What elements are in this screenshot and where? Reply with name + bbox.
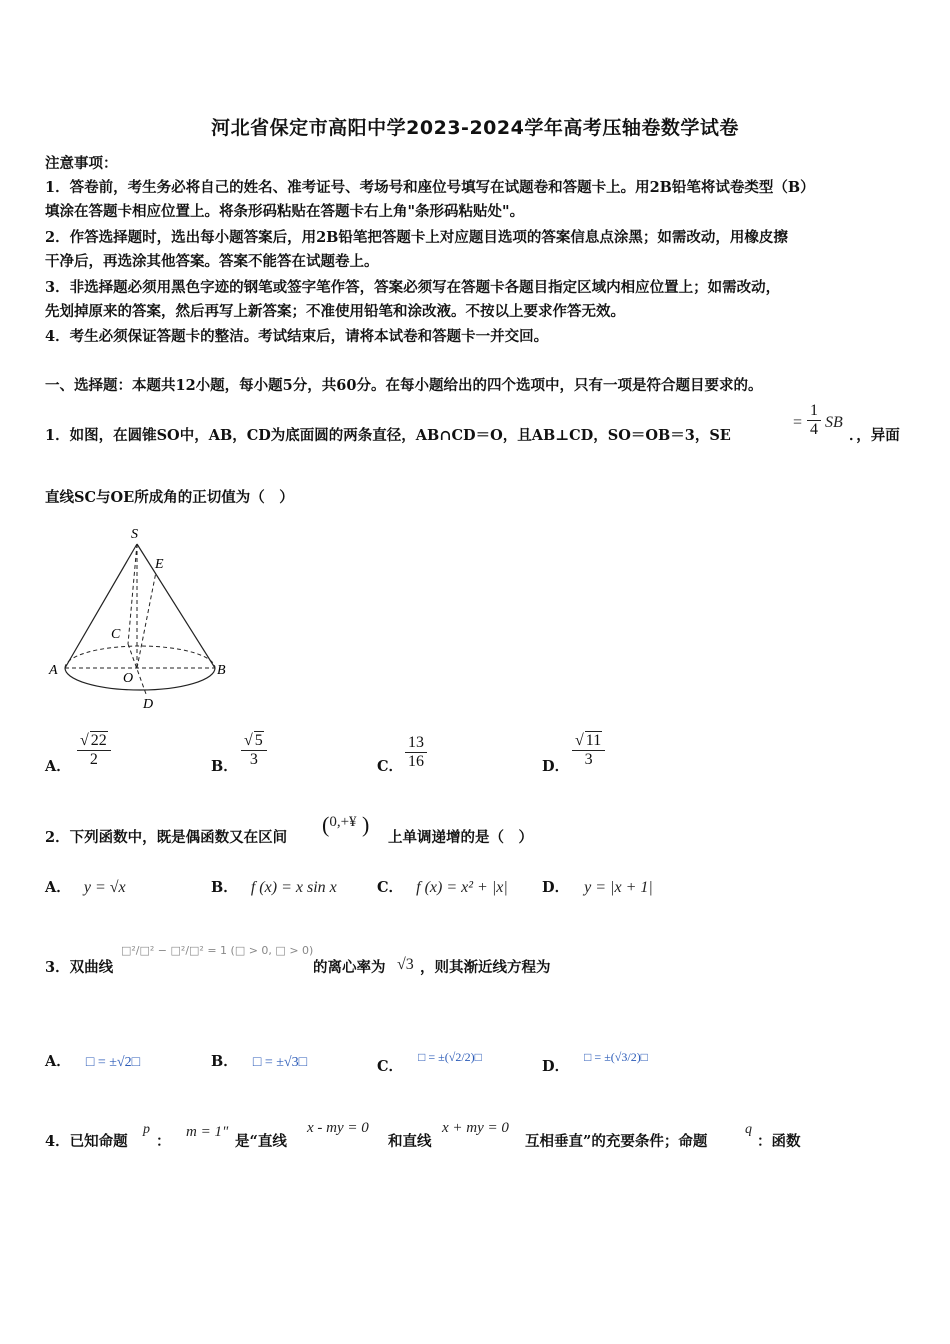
q2-option-b[interactable]: B． f (x) = x sin x <box>211 879 337 896</box>
q2-suffix: 上单调递增的是（ ） <box>388 829 533 846</box>
q2-option-a[interactable]: A． y = √x <box>45 879 126 896</box>
q3-eccentricity: √3 <box>397 956 414 973</box>
cone-edge-sb <box>137 544 215 668</box>
notice-heading: 注意事项： <box>45 155 118 172</box>
label-e: E <box>155 557 164 572</box>
q4-line1: x - my = 0 <box>307 1120 369 1136</box>
q4-line2: x + my = 0 <box>442 1120 509 1136</box>
label-a: A <box>49 663 58 678</box>
base-back-arc <box>65 646 215 668</box>
segment-sc <box>128 544 137 644</box>
q2-text: 2．下列函数中，既是偶函数又在区间 <box>45 829 288 846</box>
q3-option-d[interactable]: D． $^{□ = \pm(√3/2)□}$ <box>542 1050 648 1075</box>
q4-q: q <box>745 1122 752 1137</box>
q3-option-a[interactable]: A． □ = ±√2□ <box>45 1053 141 1070</box>
label-c: C <box>111 627 121 642</box>
q4-mid3: 互相垂直”的充要条件；命题 <box>525 1133 708 1150</box>
label-o: O <box>123 671 134 686</box>
q2-option-d[interactable]: D． y = |x + 1| <box>542 879 653 896</box>
q4-suffix: ：函数 <box>757 1133 801 1150</box>
notice-line: 4．考生必须保证答题卡的整洁。考试结束后，请将本试卷和答题卡一并交回。 <box>45 328 549 345</box>
page-title: 河北省保定市高阳中学2023-2024学年高考压轴卷数学试卷 <box>211 117 739 139</box>
cone-figure <box>45 522 245 714</box>
q1-text: 1．如图，在圆锥SO中，AB，CD为底面圆的两条直径，AB∩CD＝O，且AB⊥CD，SO＝OB＝3，SE <box>45 427 731 444</box>
base-front-arc <box>65 668 215 690</box>
q3-text: 3．双曲线 <box>45 959 114 976</box>
q4-text: 4．已知命题 <box>45 1133 128 1150</box>
segment-oe <box>137 572 156 668</box>
q4-colon: ： <box>156 1133 171 1150</box>
q3-hyperbola-eq: □²/□² − □²/□² = 1 (□ > 0, □ > 0) <box>121 944 314 957</box>
q3-mid: 的离心率为 <box>313 959 386 976</box>
q1-line2: 直线SC与OE所成角的正切值为（ ） <box>45 489 294 506</box>
q1-suffix: ．，异面 <box>849 427 900 444</box>
q3-option-b[interactable]: B． □ = ±√3□ <box>211 1053 308 1070</box>
notice-line: 先划掉原来的答案，然后再写上新答案；不准使用铅笔和涂改液。不按以上要求作答无效。 <box>45 303 625 320</box>
notice-line: 填涂在答题卡相应位置上。将条形码粘贴在答题卡右上角"条形码粘贴处"。 <box>45 203 525 220</box>
label-b: B <box>217 663 226 678</box>
q4-p: p <box>143 1122 150 1137</box>
q2-option-c[interactable]: C． f (x) = x² + |x| <box>377 879 508 896</box>
q2-interval: ($^{0,+¥}$ ) <box>322 812 370 837</box>
q3-option-c[interactable]: C． $^{□ = \pm(√2/2)□}$ <box>377 1050 482 1075</box>
notice-line: 1．答卷前，考生务必将自己的姓名、准考证号、考场号和座位号填写在试题卷和答题卡上。用2B铅笔将试卷类型（B） <box>45 179 815 196</box>
label-s: S <box>131 527 138 542</box>
notice-line: 干净后，再选涂其他答案。答案不能答在试题卷上。 <box>45 253 379 270</box>
q4-mid1: 是“直线 <box>235 1133 287 1150</box>
notice-line: 2．作答选择题时，选出每小题答案后，用2B铅笔把答题卡上对应题目选项的答案信息点涂黑；如需改动，用橡皮擦 <box>45 229 788 246</box>
q3-suffix: ，则其渐近线方程为 <box>420 959 551 976</box>
section-heading: 一、选择题：本题共12小题，每小题5分，共60分。在每小题给出的四个选项中，只有一项是符合题目要求的。 <box>45 377 763 394</box>
q4-mid2: 和直线 <box>388 1133 432 1150</box>
q4-condition: m = 1" <box>186 1124 229 1140</box>
notice-line: 3．非选择题必须用黑色字迹的钢笔或签字笔作答，答案必须写在答题卡各题目指定区域内相应位置上；如需改动， <box>45 279 781 296</box>
label-d: D <box>143 697 154 712</box>
